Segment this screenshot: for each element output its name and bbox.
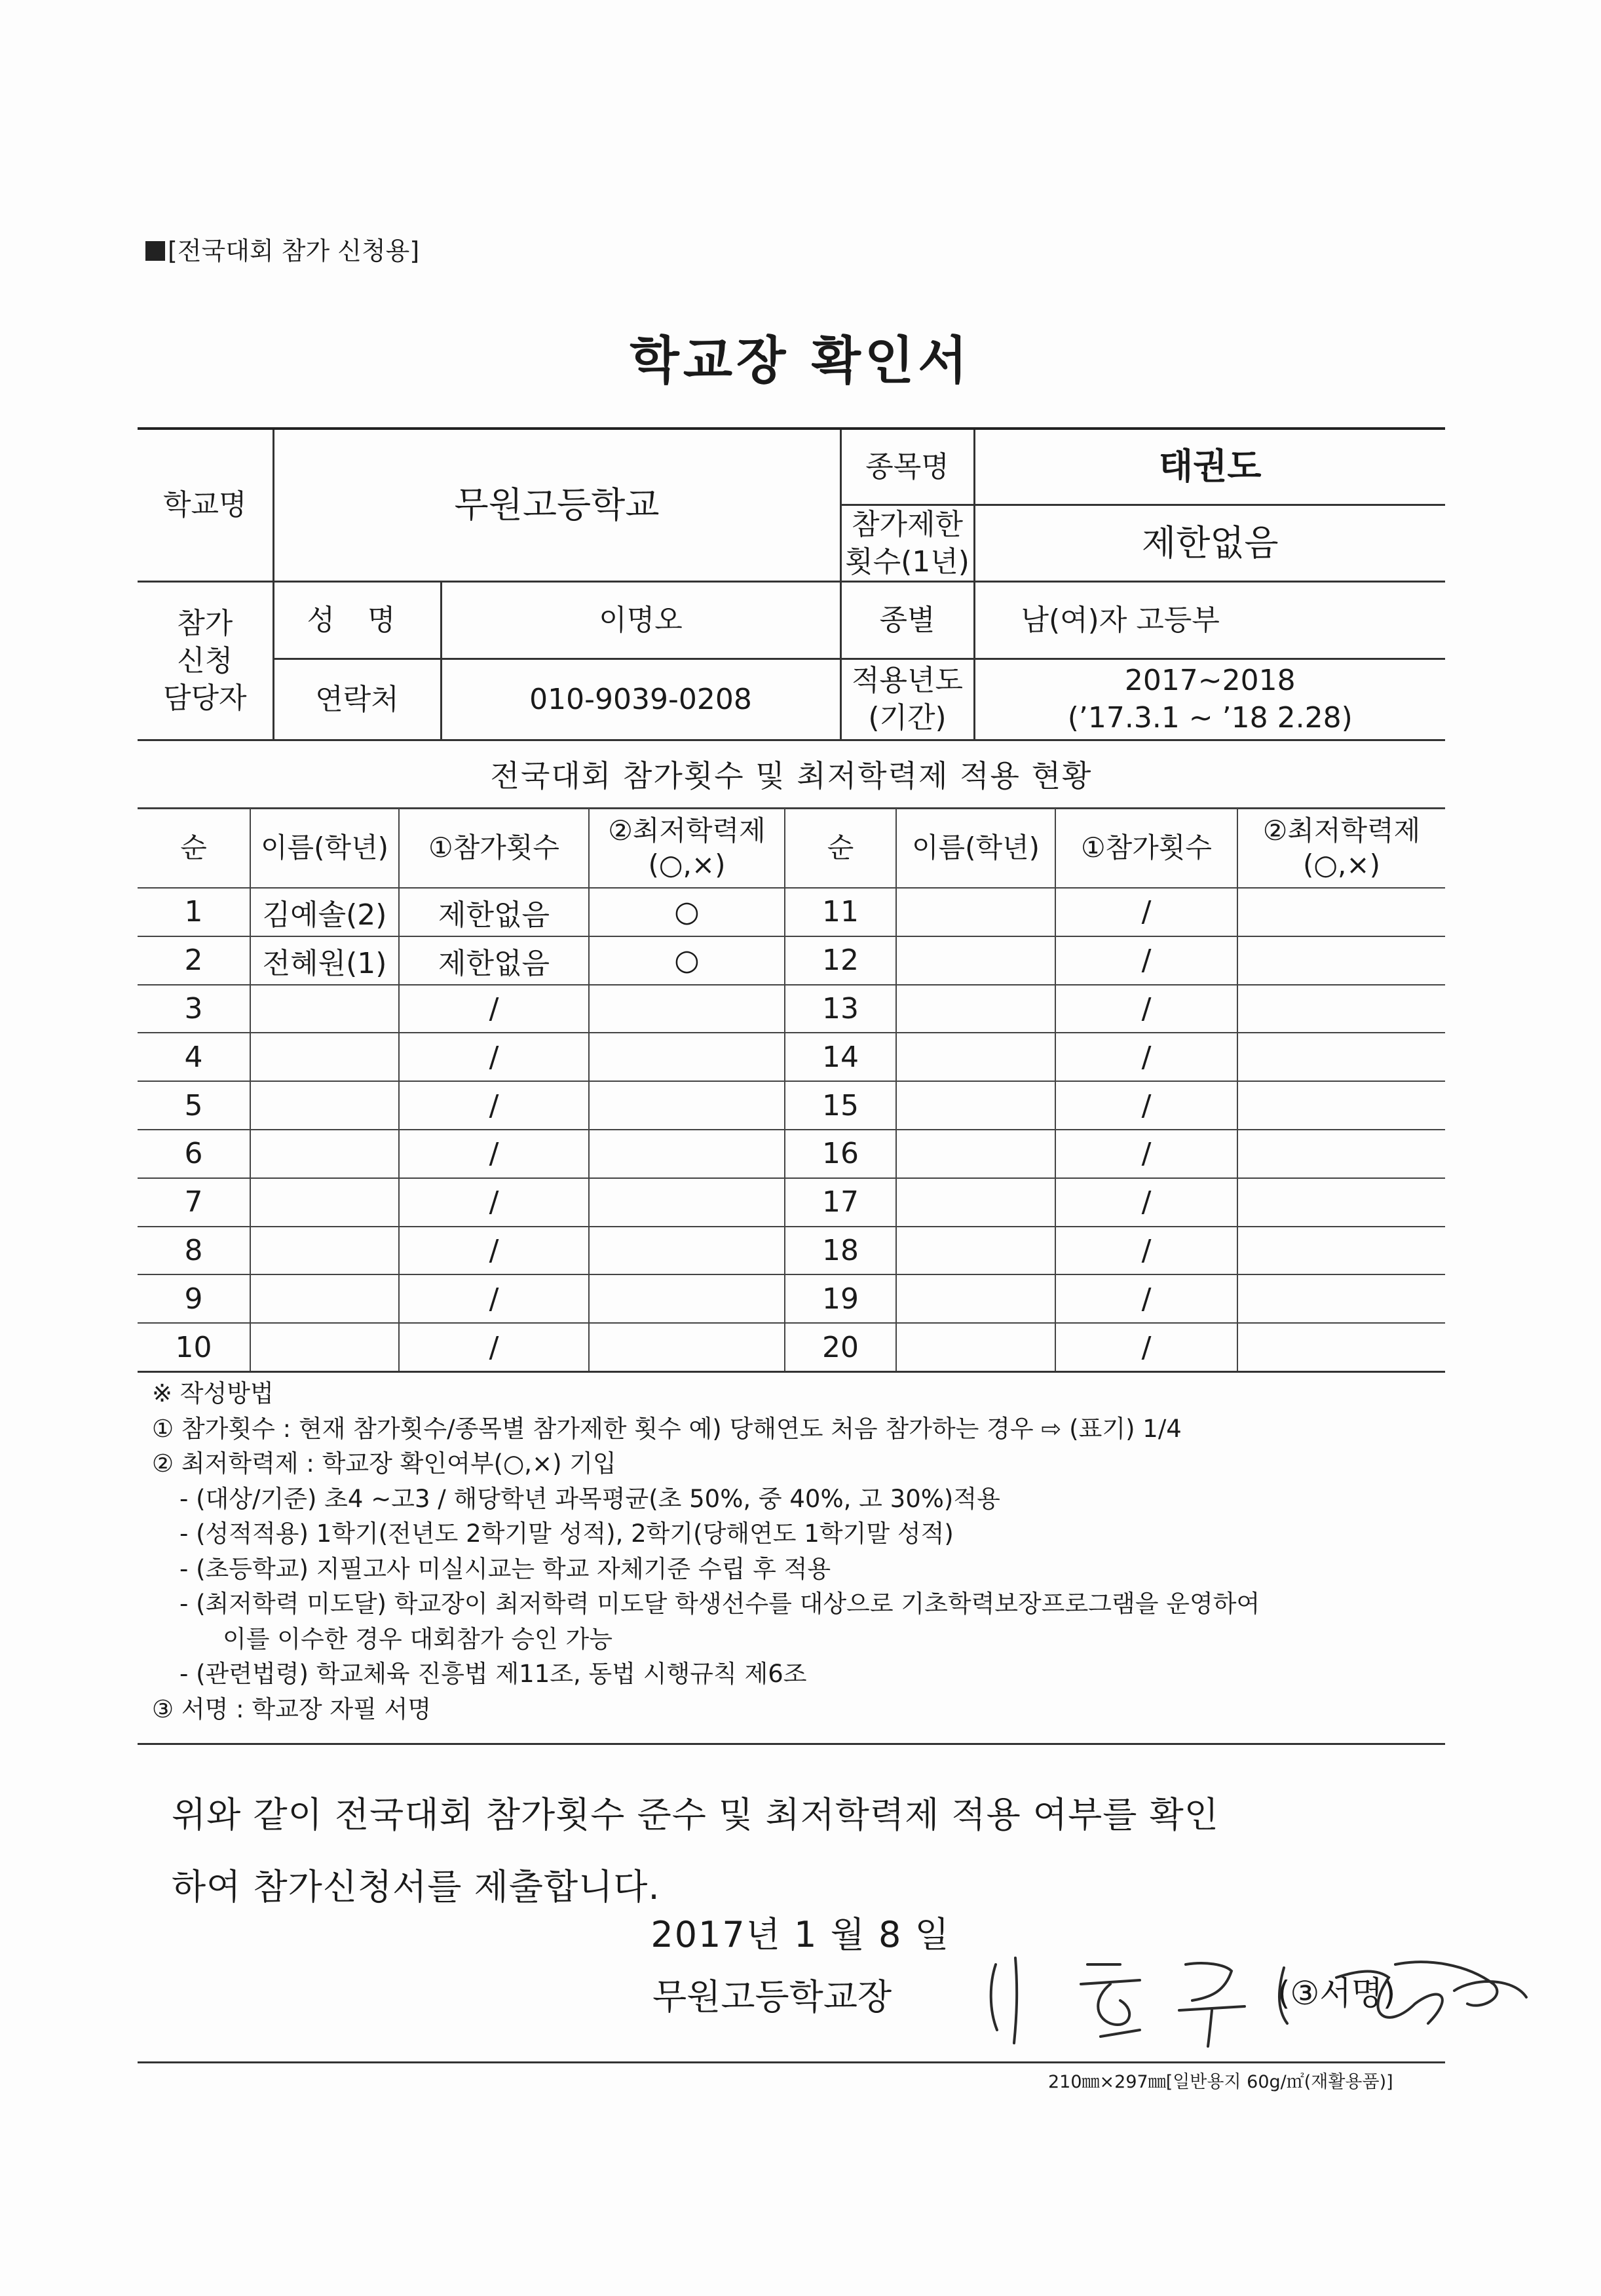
- instructions: [152, 1376, 1436, 1727]
- row-order: 2: [138, 936, 250, 985]
- header-order: 순: [785, 808, 896, 888]
- row-order: 19: [785, 1274, 896, 1323]
- min-academic-check: [589, 1033, 785, 1081]
- student-name: [250, 1227, 399, 1275]
- school-label: 학교명: [138, 429, 273, 581]
- student-name: [896, 1130, 1055, 1178]
- category-value: 남(여)자 고등부: [974, 581, 1445, 659]
- table-row: [138, 888, 1445, 936]
- table-header-row: [138, 808, 1445, 888]
- participation-count: 제한없음: [399, 888, 589, 936]
- row-order: 20: [785, 1323, 896, 1371]
- min-academic-check: [1237, 888, 1445, 936]
- min-academic-check: [1237, 985, 1445, 1033]
- table-row: [138, 1227, 1445, 1275]
- row-order: 7: [138, 1178, 250, 1227]
- row-order: 9: [138, 1274, 250, 1323]
- event-name: 태권도: [974, 429, 1445, 505]
- min-academic-check: [589, 1227, 785, 1275]
- year-label: 적용년도 (기간): [840, 659, 974, 740]
- table-row: [138, 1178, 1445, 1227]
- header-count: ①참가횟수: [1055, 808, 1237, 888]
- participation-count: /: [1055, 985, 1237, 1033]
- year-value: 2017~2018 (’17.3.1 ~ ’18 2.28): [974, 659, 1445, 740]
- note-heading: ※ 작성방법: [152, 1379, 274, 1407]
- row-order: 6: [138, 1130, 250, 1178]
- student-name: [250, 1033, 399, 1081]
- student-name: [896, 1227, 1055, 1275]
- min-academic-check: [589, 985, 785, 1033]
- handwritten-signature: [970, 1938, 1533, 2056]
- note-item: ③ 서명 : 학교장 자필 서명: [152, 1694, 432, 1723]
- form-label: [전국대회 참가 신청용]: [145, 231, 419, 267]
- bottom-divider: [138, 2061, 1445, 2063]
- row-order: 18: [785, 1227, 896, 1275]
- student-name: [250, 1178, 399, 1227]
- table-row: [138, 1323, 1445, 1371]
- limit-label: 참가제한 횟수(1년): [840, 505, 974, 581]
- participation-count: /: [1055, 1081, 1237, 1130]
- row-order: 15: [785, 1081, 896, 1130]
- contact-label: 연락처: [273, 659, 441, 740]
- student-name: [250, 1323, 399, 1371]
- row-order: 4: [138, 1033, 250, 1081]
- row-order: 3: [138, 985, 250, 1033]
- min-academic-check: [1237, 1323, 1445, 1371]
- min-academic-check: [1237, 1033, 1445, 1081]
- student-name: [250, 1130, 399, 1178]
- row-order: 10: [138, 1323, 250, 1371]
- document-title: 학교장 확인서: [630, 332, 971, 391]
- table-row: [138, 1033, 1445, 1081]
- table-row: [138, 985, 1445, 1033]
- submission-date: 2017년 1 월 8 일: [650, 1914, 951, 1955]
- min-academic-check: [1237, 1274, 1445, 1323]
- participation-count: /: [1055, 1227, 1237, 1275]
- manager-label: 참가 신청 담당자: [138, 581, 273, 740]
- min-academic-check: [589, 1178, 785, 1227]
- min-academic-check: [1237, 1130, 1445, 1178]
- min-academic-check: [1237, 1227, 1445, 1275]
- participation-count: /: [399, 1274, 589, 1323]
- table-row: [138, 936, 1445, 985]
- note-subitem: - (관련법령) 학교체육 진흥법 제11조, 동법 시행규칙 제6조: [179, 1660, 807, 1688]
- student-name: [250, 985, 399, 1033]
- category-label: 종별: [840, 581, 974, 659]
- student-name: [250, 1081, 399, 1130]
- row-order: 13: [785, 985, 896, 1033]
- min-academic-check: ○: [589, 936, 785, 985]
- row-order: 14: [785, 1033, 896, 1081]
- row-order: 5: [138, 1081, 250, 1130]
- square-bullet-icon: [145, 241, 165, 261]
- participation-count: /: [1055, 1130, 1237, 1178]
- header-count: ①참가횟수: [399, 808, 589, 888]
- student-name: [250, 1274, 399, 1323]
- school-name: 무원고등학교: [273, 429, 840, 581]
- participation-count: /: [1055, 1033, 1237, 1081]
- note-subitem: - (초등학교) 지필고사 미실시교는 학교 자체기준 수립 후 적용: [179, 1554, 831, 1583]
- student-name: [896, 1033, 1055, 1081]
- student-name: 김예솔(2): [250, 888, 399, 936]
- student-name: [896, 985, 1055, 1033]
- note-subitem: - (성적적용) 1학기(전년도 2학기말 성적), 2학기(당해연도 1학기말 성적): [179, 1520, 954, 1548]
- participation-count: /: [1055, 1274, 1237, 1323]
- statement: 위와 같이 전국대회 참가횟수 준수 및 최저학력제 적용 여부를 확인 하여 참가신청서를 제출합니다.: [172, 1794, 1219, 1907]
- row-order: 12: [785, 936, 896, 985]
- student-name: [896, 1323, 1055, 1371]
- sign-label: (③서명): [1277, 1974, 1396, 2012]
- participation-count: /: [1055, 1323, 1237, 1371]
- principal-title: 무원고등학교장: [652, 1976, 892, 2018]
- divider: [138, 1743, 1445, 1745]
- name-value: 이명오: [441, 581, 840, 659]
- participation-count: /: [1055, 936, 1237, 985]
- event-label: 종목명: [840, 429, 974, 505]
- paper-spec: 210㎜×297㎜[일반용지 60g/㎡(재활용품)]: [1048, 2072, 1393, 2092]
- participation-count: /: [399, 1178, 589, 1227]
- participation-count: /: [1055, 888, 1237, 936]
- participation-count: /: [399, 1033, 589, 1081]
- header-min: ②최저학력제 (○,×): [1237, 808, 1445, 888]
- participation-count: /: [399, 1081, 589, 1130]
- row-order: 16: [785, 1130, 896, 1178]
- row-order: 11: [785, 888, 896, 936]
- participation-count: /: [399, 1323, 589, 1371]
- student-name: 전혜원(1): [250, 936, 399, 985]
- note-subitem: - (최저학력 미도달) 학교장이 최저학력 미도달 학생선수를 대상으로 기초학력보장프로그램을 운영하여: [179, 1590, 1260, 1618]
- min-academic-check: [589, 1130, 785, 1178]
- student-name: [896, 1178, 1055, 1227]
- student-name: [896, 1274, 1055, 1323]
- limit-value: 제한없음: [974, 505, 1445, 581]
- min-academic-check: [1237, 1178, 1445, 1227]
- header-name: 이름(학년): [250, 808, 399, 888]
- min-academic-check: [589, 1274, 785, 1323]
- table-row: [138, 1081, 1445, 1130]
- participation-table: [138, 807, 1445, 1373]
- table-row: [138, 1274, 1445, 1323]
- participation-count: /: [399, 1227, 589, 1275]
- row-order: 17: [785, 1178, 896, 1227]
- note-item: ① 참가횟수 : 현재 참가횟수/종목별 참가제한 횟수 예) 당해연도 처음 참가하는 경우 ⇨ (표기) 1/4: [152, 1414, 1182, 1443]
- participation-count: /: [399, 1130, 589, 1178]
- name-label: 성 명: [273, 581, 441, 659]
- row-order: 1: [138, 888, 250, 936]
- participation-count: 제한없음: [399, 936, 589, 985]
- student-name: [896, 888, 1055, 936]
- table-row: [138, 1130, 1445, 1178]
- participation-count: /: [1055, 1178, 1237, 1227]
- note-subitem-cont: 이를 이수한 경우 대회참가 승인 가능: [223, 1624, 612, 1653]
- note-item: ② 최저학력제 : 학교장 확인여부(○,×) 기입: [152, 1449, 616, 1478]
- note-subitem: - (대상/기준) 초4 ~고3 / 해당학년 과목평균(초 50%, 중 40%, 고 30%)적용: [179, 1484, 1000, 1513]
- info-table: [138, 427, 1445, 741]
- participation-count: /: [399, 985, 589, 1033]
- min-academic-check: [1237, 1081, 1445, 1130]
- header-name: 이름(학년): [896, 808, 1055, 888]
- contact-value: 010-9039-0208: [441, 659, 840, 740]
- min-academic-check: [1237, 936, 1445, 985]
- student-name: [896, 936, 1055, 985]
- status-title: 전국대회 참가횟수 및 최저학력제 적용 현황: [138, 744, 1445, 809]
- header-order: 순: [138, 808, 250, 888]
- min-academic-check: [589, 1081, 785, 1130]
- student-name: [896, 1081, 1055, 1130]
- min-academic-check: [589, 1323, 785, 1371]
- row-order: 8: [138, 1227, 250, 1275]
- header-min: ②최저학력제 (○,×): [589, 808, 785, 888]
- min-academic-check: ○: [589, 888, 785, 936]
